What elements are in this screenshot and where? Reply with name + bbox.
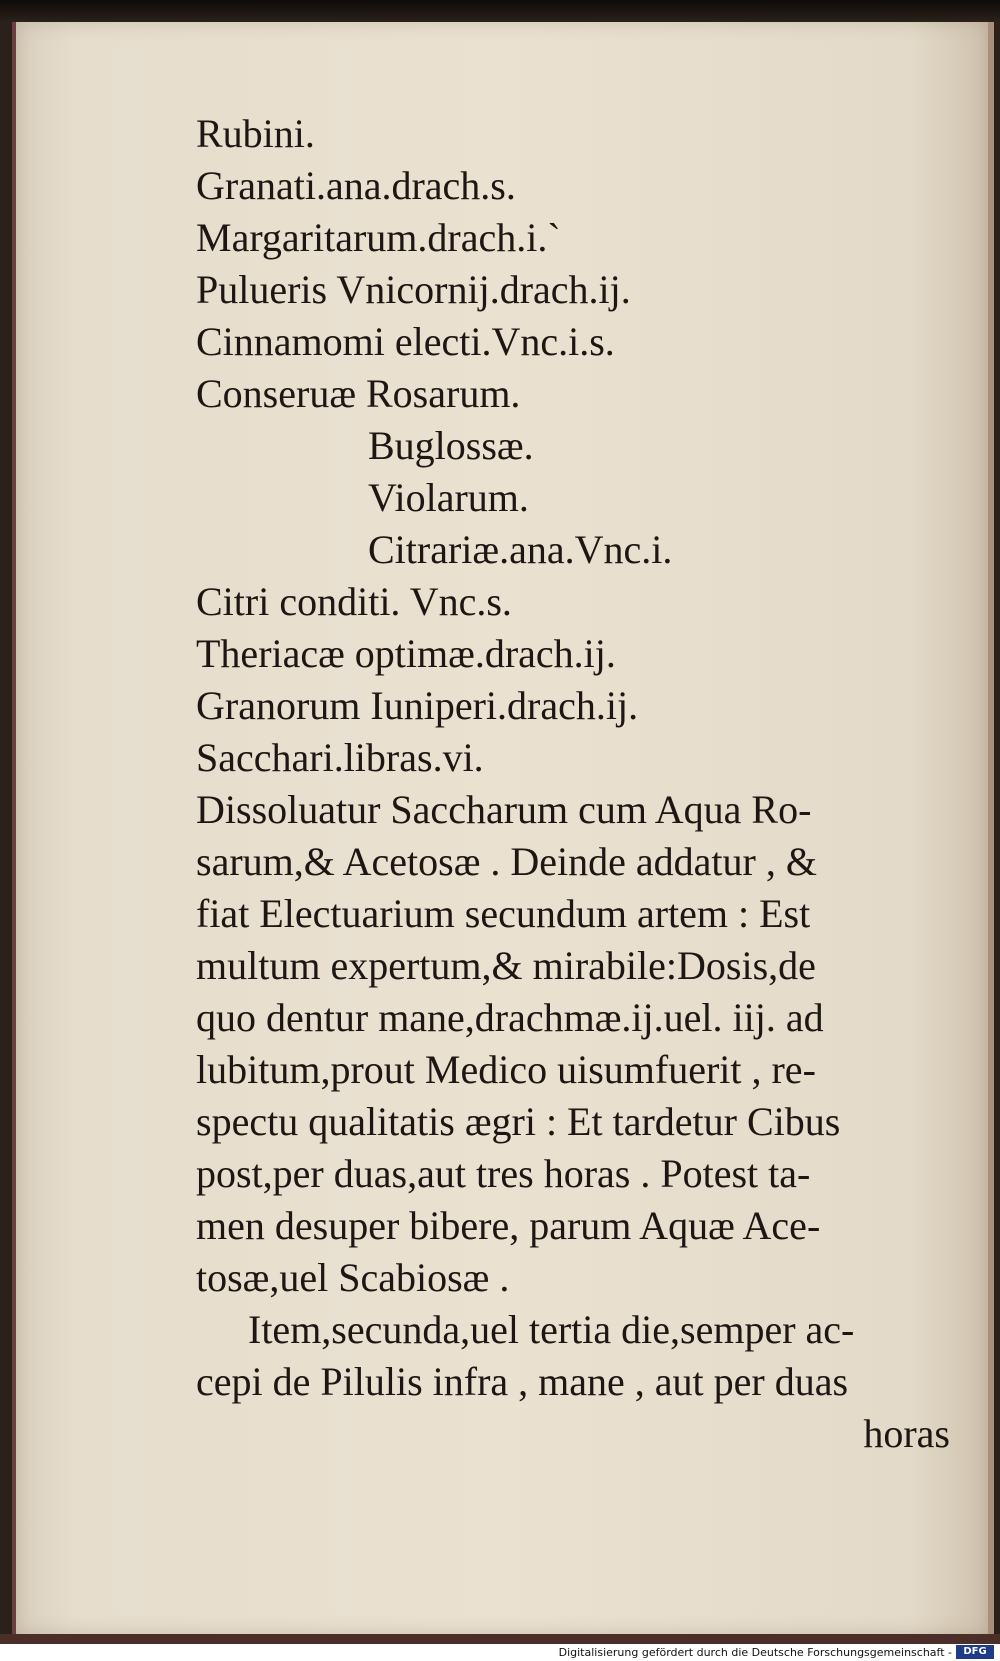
dfg-logo: DFG <box>956 1645 994 1659</box>
text-line: tosæ,uel Scabiosæ . <box>196 1255 510 1300</box>
text-line: men desuper bibere, parum Aquæ Ace- <box>196 1203 821 1248</box>
text-line: Conseruæ Rosarum. <box>196 371 521 416</box>
text-line: horas <box>863 1411 950 1456</box>
text-line: Item,secunda,uel tertia die,semper ac- <box>248 1307 855 1352</box>
text-line: multum expertum,& mirabile:Dosis,de <box>196 943 816 988</box>
text-line: post,per duas,aut tres horas . Potest ta- <box>196 1151 811 1196</box>
text-line: quo dentur mane,drachmæ.ij.uel. iij. ad <box>196 995 824 1040</box>
text-line: fiat Electuarium secundum artem : Est <box>196 891 811 936</box>
text-line: sarum,& Acetosæ . Deinde addatur , & <box>196 839 817 884</box>
text-line: Dissoluatur Saccharum cum Aqua Ro- <box>196 787 812 832</box>
text-line: lubitum,prout Medico uisumfuerit , re- <box>196 1047 816 1092</box>
text-line: Buglossæ. <box>368 423 534 468</box>
text-line: Theriacæ optimæ.drach.ij. <box>196 631 616 676</box>
text-line: cepi de Pilulis infra , mane , aut per duas <box>196 1359 849 1404</box>
text-line: Citri conditi. Vnc.s. <box>196 579 512 624</box>
text-line: Violarum. <box>368 475 529 520</box>
text-line: spectu qualitatis ægri : Et tardetur Cibus <box>196 1099 841 1144</box>
text-line: Rubini. <box>196 111 315 156</box>
text-line: Pulueris Vnicornij.drach.ij. <box>196 267 631 312</box>
text-line: Sacchari.libras.vi. <box>196 735 484 780</box>
text-line: Citrariæ.ana.Vnc.i. <box>368 527 673 572</box>
text-line: Cinnamomi electi.Vnc.i.s. <box>196 319 615 364</box>
text-line: Granati.ana.drach.s. <box>196 163 516 208</box>
book-top-edge <box>0 0 1000 24</box>
book-bottom-edge <box>0 1634 1000 1644</box>
digitization-credit: Digitalisierung gefördert durch die Deutsche Forschungsgemeinschaft - <box>558 1646 952 1659</box>
text-line: Granorum Iuniperi.drach.ij. <box>196 683 639 728</box>
page-text <box>196 108 956 1460</box>
text-line: Margaritarum.drach.i.` <box>196 215 561 260</box>
